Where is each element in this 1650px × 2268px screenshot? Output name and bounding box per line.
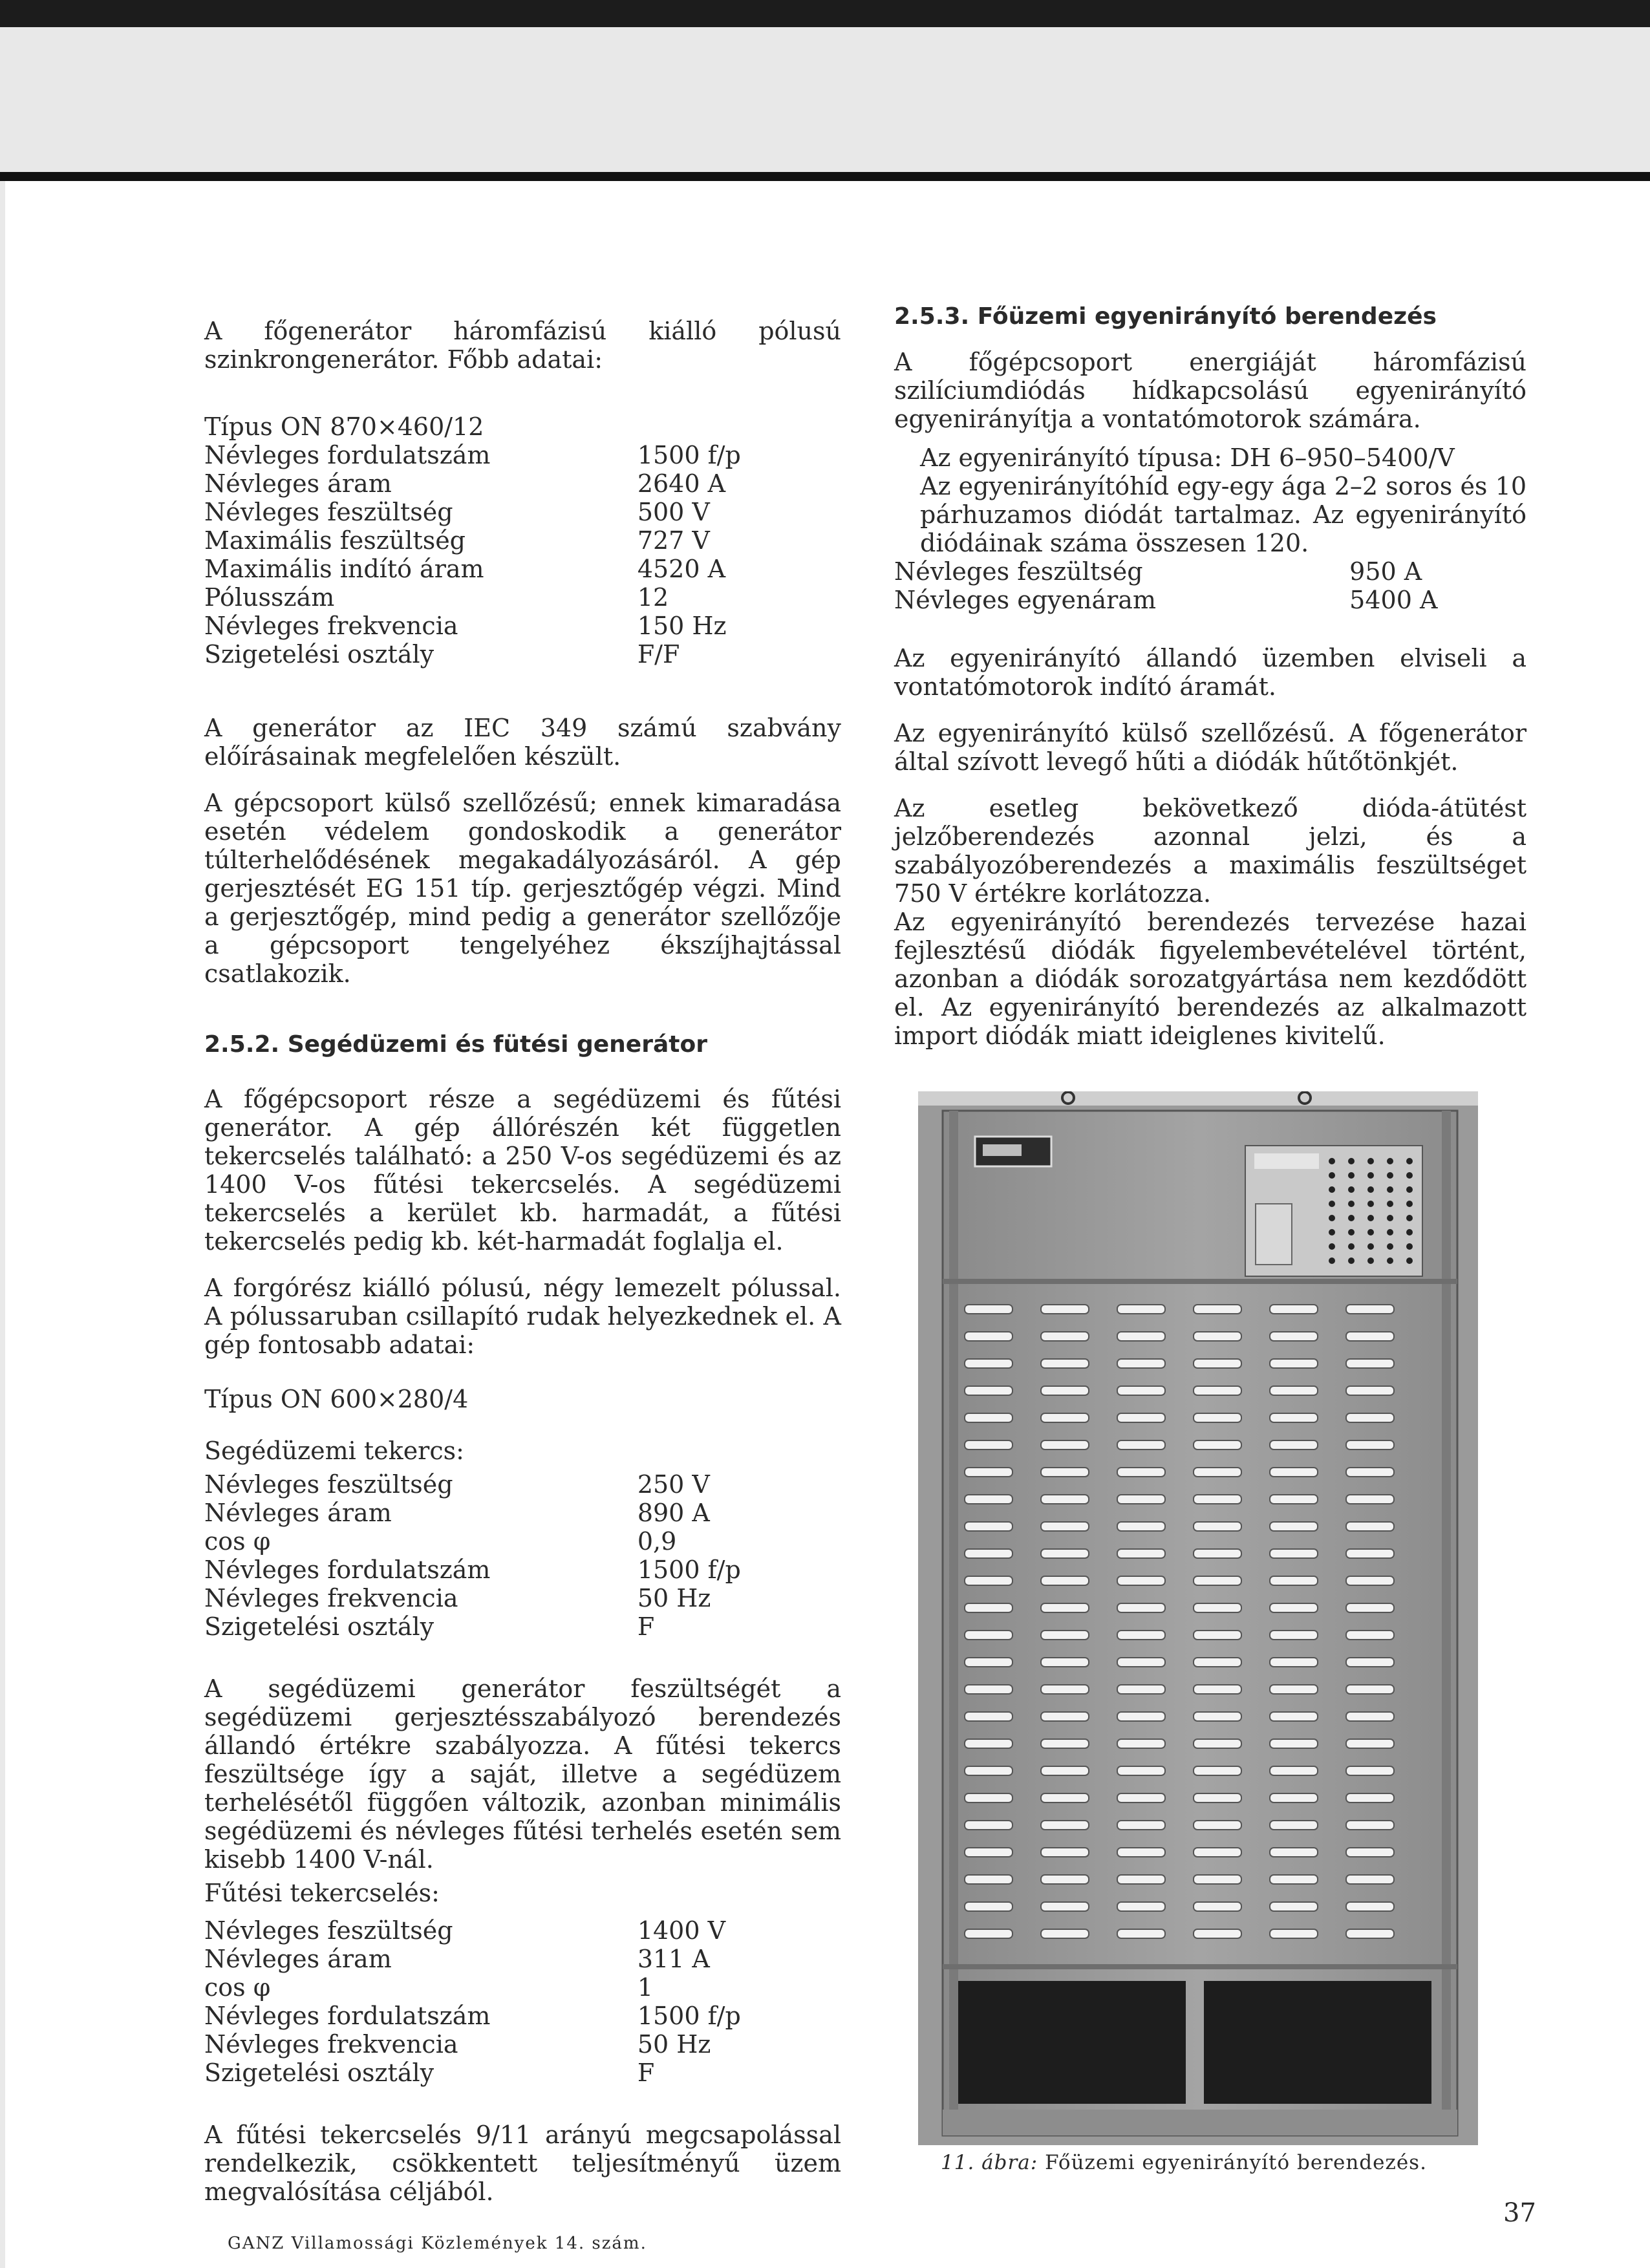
left-column — [204, 317, 841, 2206]
spec-value: 250 V — [637, 1470, 710, 1499]
spec-row — [204, 526, 841, 555]
heating-winding-specs — [204, 1916, 841, 2087]
spec-value: 0,9 — [637, 1527, 677, 1556]
spec-row — [204, 2002, 841, 2030]
spec-row — [204, 2030, 841, 2059]
rectifier-paragraph-1: A főgépcsoport energiáját háromfázisú szilíciumdiódás hídkapcsolású egyenirányító egyenirányítja a vontatómotorok számára. — [894, 348, 1527, 433]
spec-value: 1500 f/p — [637, 441, 741, 469]
spec-value: 50 Hz — [637, 2030, 711, 2059]
spec-row — [204, 1470, 841, 1499]
spec-row — [204, 469, 841, 498]
spec-label: cos φ — [204, 1527, 271, 1556]
scan-dark-strip — [0, 0, 1650, 27]
intro-paragraph: A főgenerátor háromfázisú kiálló pólusú szinkrongenerátor. Főbb adatai: — [204, 317, 841, 374]
spec-label: Maximális indító áram — [204, 555, 484, 583]
spec-row — [204, 1584, 841, 1612]
page-number: 37 — [1503, 2198, 1536, 2228]
spec-value: 311 A — [637, 1945, 710, 1973]
spec-label: Névleges frekvencia — [204, 1584, 458, 1612]
spec-value: 4520 A — [637, 555, 726, 583]
spec-label: cos φ — [204, 1973, 271, 2002]
spec-row — [204, 1499, 841, 1527]
right-column — [894, 303, 1527, 1050]
spec-label: Névleges áram — [204, 469, 392, 498]
spec-value: 12 — [637, 583, 669, 612]
spec-label: Szigetelési osztály — [204, 2059, 434, 2087]
figure-number: 11. ábra: — [941, 2151, 1038, 2174]
spec-label: Névleges egyenáram — [894, 586, 1156, 614]
spec-label: Névleges áram — [204, 1499, 392, 1527]
spec-label: Névleges feszültség — [204, 498, 453, 526]
spec-value: 150 Hz — [637, 612, 727, 640]
spec-row — [204, 555, 841, 583]
spec-row — [204, 1612, 841, 1641]
aux-paragraph-1: A főgépcsoport része a segédüzemi és fűtési generátor. A gép állórészén két független tekercselés található: a 250 V-os segédüzemi és az 1400 V-os fűtési tekercselés. A segédüzemi tekercselés a kerület kb. harmadát, a fűtési tekercselés pedig kb. két-harmadát foglalja el. — [204, 1085, 841, 1256]
spec-label: Névleges fordulatszám — [204, 1556, 491, 1584]
spec-value: 50 Hz — [637, 1584, 711, 1612]
spec-row — [204, 498, 841, 526]
spec-label: Névleges frekvencia — [204, 2030, 458, 2059]
spec-label: Típus ON 870×460/12 — [204, 412, 484, 441]
iec-paragraph: A generátor az IEC 349 számú szabvány előírásainak megfelelően készült. — [204, 714, 841, 771]
spec-row — [204, 1973, 841, 2002]
spec-value: 5400 A — [1349, 586, 1438, 614]
scan-background — [0, 0, 1650, 181]
aux-paragraph-2: A forgórész kiálló pólusú, négy lemezelt pólussal. A pólussaruban csillapító rudak helyezkednek el. A gép fontosabb adatai: — [204, 1274, 841, 1359]
spec-value: 1400 V — [637, 1916, 726, 1945]
rectifier-paragraph-4: Az esetleg bekövetkező dióda-átütést jelzőberendezés azonnal jelzi, és a szabályozóberendezés a maximális feszültséget 750 V értékre korlátozza. — [894, 794, 1527, 908]
spec-value: 1500 f/p — [637, 2002, 741, 2030]
rectifier-paragraph-3: Az egyenirányító külső szellőzésű. A főgenerátor által szívott levegő hűti a diódák hűtőtönkjét. — [894, 719, 1527, 776]
spec-row — [894, 557, 1527, 586]
spec-row — [204, 2059, 841, 2087]
figure-title: Főüzemi egyenirányító berendezés. — [1045, 2151, 1427, 2174]
spec-label: Névleges feszültség — [204, 1470, 453, 1499]
spec-value — [638, 412, 841, 441]
figure-caption — [941, 2150, 1427, 2176]
spec-value: 500 V — [637, 498, 710, 526]
journal-footer: GANZ Villamossági Közlemények 14. szám. — [228, 2234, 647, 2253]
aux-type-line: Típus ON 600×280/4 — [204, 1385, 469, 1413]
spec-row — [204, 1556, 841, 1584]
spec-label: Névleges áram — [204, 1945, 392, 1973]
main-generator-specs — [204, 412, 841, 669]
aux-winding-specs — [204, 1470, 841, 1641]
spec-row — [204, 412, 841, 441]
spec-label: Maximális feszültség — [204, 526, 466, 555]
spec-value: 727 V — [637, 526, 710, 555]
spec-row — [204, 640, 841, 669]
spec-value: 950 A — [1349, 557, 1422, 586]
spec-row — [204, 1916, 841, 1945]
spec-value: 890 A — [637, 1499, 710, 1527]
section-heading-2-5-2: 2.5.2. Segédüzemi és fütési generátor — [204, 1031, 707, 1058]
spec-value: F — [637, 2059, 655, 2087]
spec-label: Névleges frekvencia — [204, 612, 458, 640]
heating-winding-label: Fűtési tekercselés: — [204, 1879, 440, 1907]
spec-label: Névleges fordulatszám — [204, 441, 491, 469]
spec-row — [894, 586, 1527, 614]
spec-label: Szigetelési osztály — [204, 640, 434, 669]
spec-label: Névleges fordulatszám — [204, 2002, 491, 2030]
spec-label: Szigetelési osztály — [204, 1612, 434, 1641]
spec-value: 2640 A — [637, 469, 726, 498]
spec-row — [204, 583, 841, 612]
spec-value: F/F — [637, 640, 680, 669]
spec-value: 1 — [637, 1973, 653, 2002]
ventilation-paragraph: A gépcsoport külső szellőzésű; ennek kimaradása esetén védelem gondoskodik a generátor túlterhelődésének megakadályozásáról. A gép gerjesztését EG 151 típ. gerjesztőgép végzi. Mind a gerjesztőgép, mind pedig a generátor szellőzője a gépcsoport tengelyéhez ékszíjhajtással csatlakozik. — [204, 789, 841, 988]
page-gutter — [0, 181, 5, 2268]
spec-row — [204, 612, 841, 640]
spec-value: F — [637, 1612, 655, 1641]
rectifier-type-line: Az egyenirányító típusa: DH 6–950–5400/V — [920, 444, 1455, 472]
spec-row — [204, 441, 841, 469]
spec-label: Pólusszám — [204, 583, 335, 612]
rectifier-cabinet-photo — [918, 1091, 1478, 2145]
tap-paragraph: A fűtési tekercselés 9/11 arányú megcsapolással rendelkezik, csökkentett teljesítményű üzem megvalósítása céljából. — [204, 2121, 841, 2206]
aux-winding-label: Segédüzemi tekercs: — [204, 1437, 464, 1465]
section-heading-2-5-3: 2.5.3. Főüzemi egyenirányító berendezés — [894, 303, 1437, 330]
spec-label: Névleges feszültség — [204, 1916, 453, 1945]
page-top-edge — [0, 172, 1650, 181]
spec-value: 1500 f/p — [637, 1556, 741, 1584]
regulation-paragraph: A segédüzemi generátor feszültségét a segédüzemi gerjesztésszabályozó berendezés állandó értékre szabályozza. A fűtési tekercs feszültsége így a saját, illetve a segédüzem terhelésétől függően változik, azonban minimális segédüzemi és névleges fűtési terhelés esetén sem kisebb 1400 V-nál. — [204, 1674, 841, 1874]
rectifier-paragraph-5: Az egyenirányító berendezés tervezése hazai fejlesztésű diódák figyelembevételével történt, azonban a diódák sorozatgyártása nem kezdődött el. Az egyenirányító berendezés az alkalmazott import diódák miatt ideiglenes kivitelű. — [894, 908, 1527, 1050]
spec-row — [204, 1527, 841, 1556]
rectifier-paragraph-2: Az egyenirányító állandó üzemben elviseli a vontatómotorok indító áramát. — [894, 644, 1527, 701]
rectifier-specs — [894, 557, 1527, 614]
spec-label: Névleges feszültség — [894, 557, 1143, 586]
rectifier-bridge-paragraph: Az egyenirányítóhíd egy-egy ága 2–2 soros és 10 párhuzamos diódát tartalmaz. Az egyenirányító diódáinak száma összesen 120. — [920, 472, 1527, 557]
spec-row — [204, 1945, 841, 1973]
